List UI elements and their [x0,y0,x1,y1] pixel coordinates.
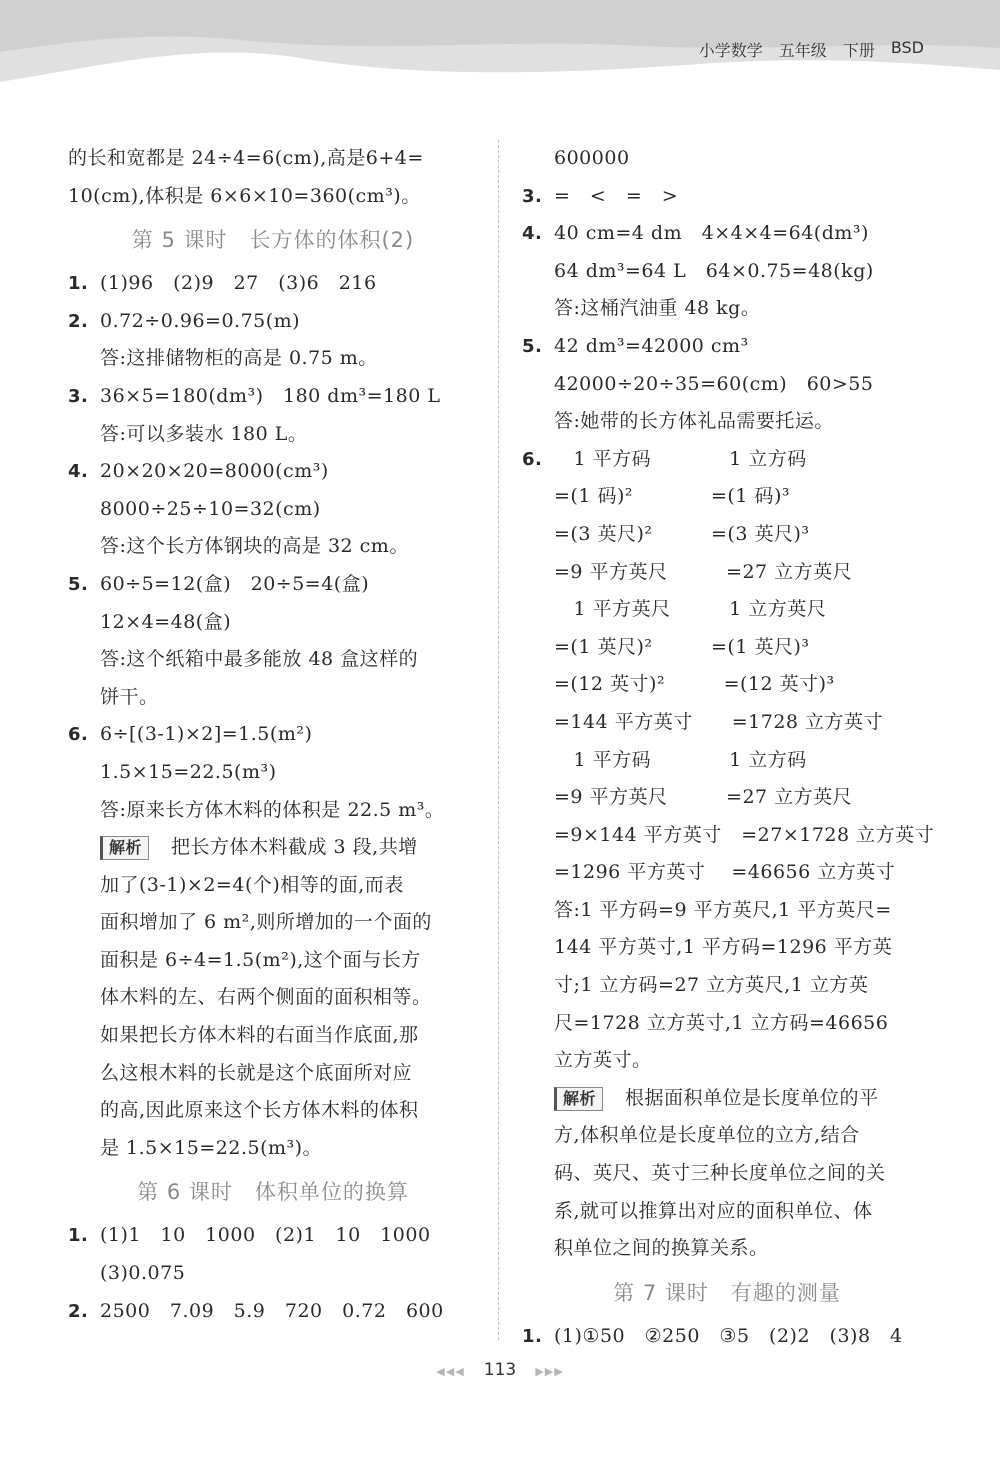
prev-arrows-icon: ◀◀◀ [436,1365,465,1378]
answer-text: 60÷5=12(盒) 20÷5=4(盒) [100,572,370,595]
text-line: 加了(3-1)×2=4(个)相等的面,而表 [100,873,404,896]
text-line: 答:她带的长方体礼品需要托运。 [554,410,834,433]
answer-line [68,303,478,341]
text-line: =(3 英尺)² =(3 英尺)³ [554,522,810,545]
text-line: 立方英寸。 [554,1049,652,1072]
text-line: 饼干。 [100,685,159,708]
analysis-tag: 解析 [554,1087,603,1111]
text-line: 体木料的左、右两个侧面的面积相等。 [100,986,432,1009]
text-line: 10(cm),体积是 6×6×10=360(cm³)。 [68,184,421,207]
column-divider [498,140,499,1340]
header-volume: 下册 [842,41,875,60]
analysis-text: 根据面积单位是长度单位的平 [625,1086,879,1109]
text-line: =(1 码)² =(1 码)³ [554,485,790,508]
text-line: =(1 英尺)² =(1 英尺)³ [554,635,810,658]
text-line: 面积是 6÷4=1.5(m²),这个面与长方 [100,948,421,971]
text-line: 码、英尺、英寸三种长度单位之间的关 [554,1162,886,1185]
answer-line [68,1217,478,1255]
text-line: =9×144 平方英寸 =27×1728 立方英寸 [554,823,935,846]
question-number: 5. [522,335,543,357]
question-number: 3. [522,185,543,207]
text-line: =(12 英寸)² =(12 英寸)³ [554,673,835,696]
text-line: 方,体积单位是长度单位的立方,结合 [554,1124,860,1147]
page-header [0,0,1000,110]
text-line: 系,就可以推算出对应的面积单位、体 [554,1199,873,1222]
answer-text: 0.72÷0.96=0.75(m) [100,309,301,332]
answer-line [68,1293,478,1331]
answer-line [68,716,478,754]
question-number: 4. [522,223,543,245]
text-line: =144 平方英寸 =1728 立方英寸 [554,710,884,733]
analysis-line [522,1080,932,1118]
answer-text: (1)①50 ②250 ③5 (2)2 (3)8 4 [554,1324,903,1347]
text-line: 600000 [554,147,630,169]
answer-text: (1)1 10 1000 (2)1 10 1000 [100,1224,431,1247]
text-line: 64 dm³=64 L 64×0.75=48(kg) [554,259,874,282]
text-line: 尺=1728 立方英寸,1 立方码=46656 [554,1011,889,1034]
text-line: =9 平方英尺 =27 立方英尺 [554,786,853,809]
text-line: 1 平方英尺 1 立方英尺 [554,598,827,621]
answer-text: 36×5=180(dm³) 180 dm³=180 L [100,384,441,407]
text-line: 是 1.5×15=22.5(m³)。 [100,1136,323,1159]
left-column [68,140,478,1330]
text-line: 12×4=48(盒) [100,610,232,633]
answer-text: 40 cm=4 dm 4×4×4=64(dm³) [554,222,869,245]
header-grade: 五年级 [778,41,827,60]
answer-text: 1 平方码 1 立方码 [554,447,807,470]
answer-line [68,566,478,604]
question-number: 6. [522,448,543,470]
answer-text: 20×20×20=8000(cm³) [100,460,329,483]
analysis-tag: 解析 [100,836,149,860]
analysis-text: 把长方体木料截成 3 段,共增 [171,836,418,859]
text-line: 答:1 平方码=9 平方英尺,1 平方英尺= [554,898,892,921]
text-line: 42000÷20÷35=60(cm) 60>55 [554,372,874,395]
text-line: 么这根木料的长就是这个底面所对应 [100,1061,413,1084]
question-number: 1. [522,1325,543,1347]
answer-text: = < = > [554,184,679,207]
text-line: 144 平方英寸,1 平方码=1296 平方英 [554,936,893,959]
text-line: 答:这个长方体钢块的高是 32 cm。 [100,535,409,558]
text-line: 答:这个纸箱中最多能放 48 盒这样的 [100,648,419,671]
answer-line [68,378,478,416]
text-line: (3)0.075 [100,1262,186,1285]
text-line: 的高,因此原来这个长方体木料的体积 [100,1099,419,1122]
question-number: 2. [68,1300,89,1322]
text-line: 答:这排储物柜的高是 0.75 m。 [100,347,378,370]
text-line: 答:原来长方体木料的体积是 22.5 m³。 [100,798,445,821]
answer-text: 2500 7.09 5.9 720 0.72 600 [100,1299,444,1322]
text-line: 的长和宽都是 24÷4=6(cm),高是6+4= [68,147,424,169]
header-tags [699,38,924,61]
answer-text: 42 dm³=42000 cm³ [554,334,749,357]
next-arrows-icon: ▶▶▶ [535,1365,564,1378]
page-footer [0,1360,1000,1390]
answer-line [522,1318,932,1356]
answer-line [522,178,932,216]
text-line: 答:可以多装水 180 L。 [100,422,308,445]
analysis-line [68,829,478,867]
answer-line [522,215,932,253]
text-line: =9 平方英尺 =27 立方英尺 [554,560,853,583]
lesson-title: 第 6 课时 体积单位的换算 [137,1180,409,1205]
text-line: 积单位之间的换算关系。 [554,1237,769,1260]
question-number: 2. [68,310,89,332]
answer-line [68,453,478,491]
answer-text: (1)96 (2)9 27 (3)6 216 [100,272,377,295]
header-subject: 小学数学 [698,41,763,60]
header-edition: BSD [890,38,924,57]
answer-line [68,265,478,303]
question-number: 1. [68,273,89,295]
page-number: 113 [483,1360,517,1380]
question-number: 1. [68,1225,89,1247]
lesson-title: 第 7 课时 有趣的测量 [613,1280,841,1305]
answer-text: 6÷[(3-1)×2]=1.5(m²) [100,723,313,746]
text-line: 8000÷25÷10=32(cm) [100,497,321,520]
question-number: 5. [68,573,89,595]
text-line: 面积增加了 6 m²,则所增加的一个面的 [100,911,432,934]
text-line: =1296 平方英寸 =46656 立方英寸 [554,861,896,884]
answer-line [522,441,932,479]
answer-line [522,328,932,366]
question-number: 3. [68,385,89,407]
question-number: 6. [68,724,89,746]
text-line: 1.5×15=22.5(m³) [100,760,277,783]
lesson-title: 第 5 课时 长方体的体积(2) [131,228,415,253]
question-number: 4. [68,461,89,483]
right-column [522,140,935,1355]
text-line: 寸;1 立方码=27 立方英尺,1 立方英 [554,974,869,997]
text-line: 1 平方码 1 立方码 [554,748,807,771]
text-line: 答:这桶汽油重 48 kg。 [554,297,761,320]
text-line: 如果把长方体木料的右面当作底面,那 [100,1024,419,1047]
